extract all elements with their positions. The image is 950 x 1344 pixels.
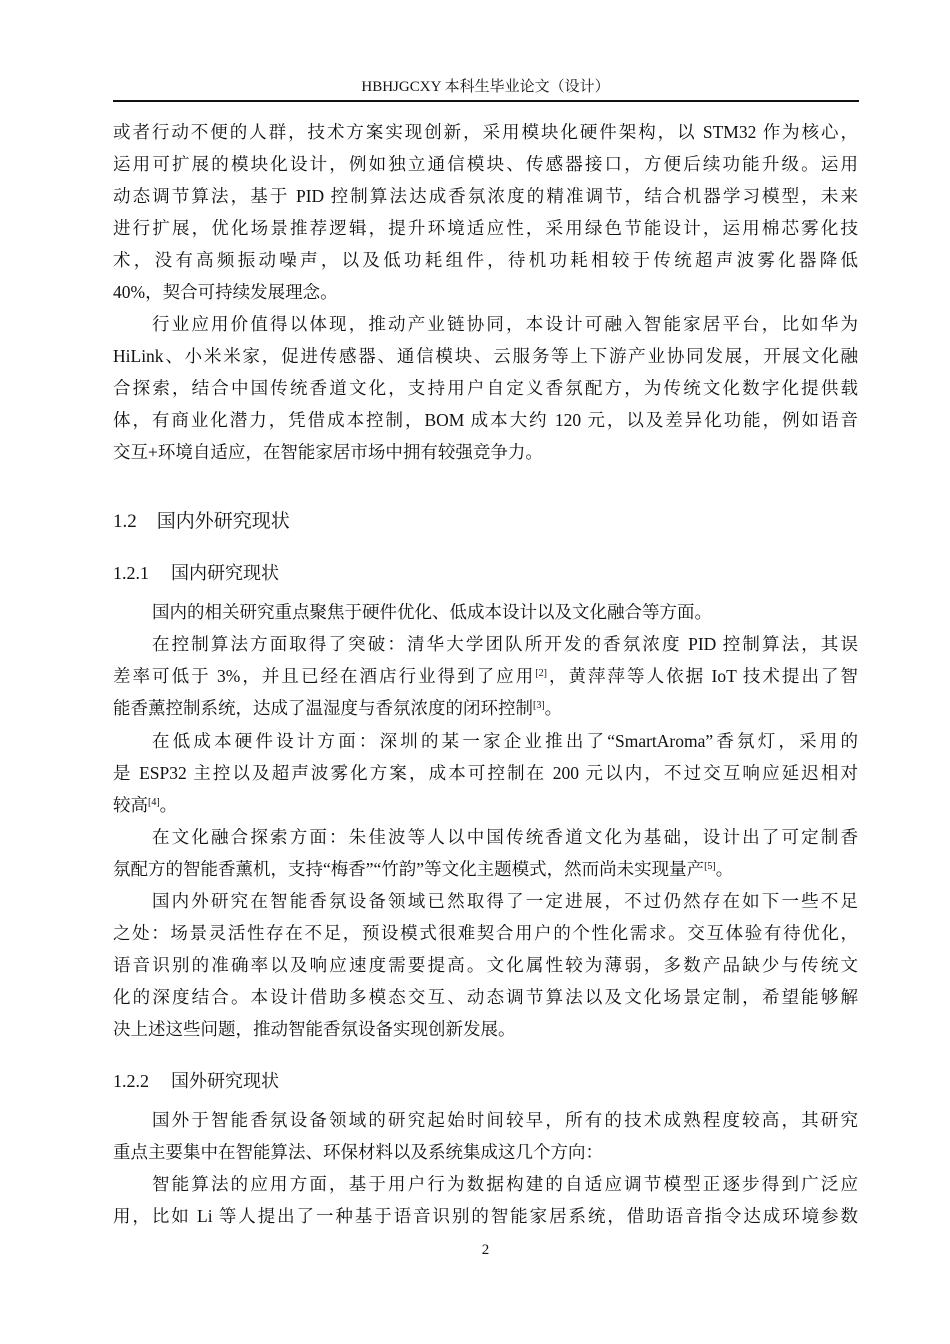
heading-text: 国内研究现状 xyxy=(171,563,279,583)
text-line xyxy=(113,183,858,209)
text-line xyxy=(113,1139,603,1165)
text-segment: 智能算法的应用方面，基于用户行为数据构建的自适应调节模型正逐步得到广泛应 xyxy=(152,1174,858,1194)
text-segment: 决上述这些问题，推动智能香氛设备实现创新发展。 xyxy=(113,1019,516,1039)
text-line xyxy=(113,1203,858,1229)
text-segment: ，黄萍萍等人依据 IoT 技术提出了智 xyxy=(546,666,858,686)
citation-superscript: [2] xyxy=(535,668,547,679)
text-line xyxy=(152,728,858,754)
text-segment: 。 xyxy=(715,859,734,879)
text-segment: 运用可扩展的模块化设计，例如独立通信模块、传感器接口，方便后续功能升级。运用 xyxy=(113,154,858,174)
running-header: HBHJGCXY 本科生毕业论文（设计） xyxy=(361,79,610,95)
text-line xyxy=(113,215,858,241)
text-line xyxy=(113,247,858,273)
page-number: 2 xyxy=(481,1242,490,1258)
text-segment: 在低成本硬件设计方面：深圳的某一家企业推出了“SmartAroma”香氛灯，采用的 xyxy=(152,731,858,751)
text-segment: 在文化融合探索方面：朱佳波等人以中国传统香道文化为基础，设计出了可定制香 xyxy=(152,827,858,847)
text-line xyxy=(113,119,858,145)
text-segment: 交互+环境自适应，在智能家居市场中拥有较强竞争力。 xyxy=(113,442,543,462)
section-heading xyxy=(113,509,290,535)
heading-text: 国内外研究现状 xyxy=(156,511,290,532)
text-segment: 国内的相关研究重点聚焦于硬件优化、低成本设计以及文化融合等方面。 xyxy=(152,602,712,622)
text-line xyxy=(113,760,858,786)
text-line xyxy=(113,407,858,433)
heading-number: 1.2.2 xyxy=(113,1071,149,1091)
text-segment: HiLink、小米米家，促进传感器、通信模块、云服务等上下游产业协同发展，开展文化融 xyxy=(113,346,858,366)
text-line xyxy=(113,792,177,818)
text-line xyxy=(113,695,562,721)
text-line xyxy=(113,952,858,978)
text-segment: 用，比如 Li 等人提出了一种基于语音识别的智能家居系统，借助语音指令达成环境参数 xyxy=(113,1206,858,1226)
text-segment: 能香薰控制系统，达成了温湿度与香氛浓度的闭环控制 xyxy=(113,698,533,718)
heading-text: 国外研究现状 xyxy=(171,1071,279,1091)
text-segment: 。 xyxy=(544,698,563,718)
text-line xyxy=(152,631,858,657)
text-segment: 体，有商业化潜力，凭借成本控制，BOM 成本大约 120 元，以及差异化功能，例如语音 xyxy=(113,410,858,430)
header-rule xyxy=(113,100,859,102)
text-line xyxy=(113,984,858,1010)
text-line xyxy=(113,856,733,882)
text-segment: 之处：场景灵活性存在不足，预设模式很难契合用户的个性化需求。交互体验有待优化， xyxy=(113,923,858,943)
subsection-heading xyxy=(113,560,279,586)
citation-superscript: [4] xyxy=(148,797,160,808)
text-line xyxy=(152,824,858,850)
text-line xyxy=(152,1107,858,1133)
heading-number: 1.2 xyxy=(113,511,137,532)
text-line xyxy=(113,1016,516,1042)
text-segment: 氛配方的智能香薰机，支持“梅香”“竹韵”等文化主题模式，然而尚未实现量产 xyxy=(113,859,705,879)
text-segment: 行业应用价值得以体现，推动产业链协同，本设计可融入智能家居平台，比如华为 xyxy=(152,314,858,334)
text-line xyxy=(113,663,858,689)
citation-superscript: [5] xyxy=(704,861,716,872)
text-segment: 语音识别的准确率以及响应速度需要提高。文化属性较为薄弱，多数产品缺少与传统文 xyxy=(113,955,858,975)
text-line xyxy=(113,151,858,177)
text-segment: 在控制算法方面取得了突破：清华大学团队所开发的香氛浓度 PID 控制算法，其误 xyxy=(152,634,858,654)
text-line xyxy=(113,375,858,401)
text-segment: 国内外研究在智能香氛设备领域已然取得了一定进展，不过仍然存在如下一些不足 xyxy=(152,891,858,911)
text-line xyxy=(152,1171,858,1197)
text-segment: 进行扩展，优化场景推荐逻辑，提升环境适应性，采用绿色节能设计，运用棉芯雾化技 xyxy=(113,218,858,238)
text-segment: 差率可低于 3%，并且已经在酒店行业得到了应用 xyxy=(113,666,536,686)
citation-superscript: [3] xyxy=(533,700,545,711)
text-segment: 40%，契合可持续发展理念。 xyxy=(113,282,338,302)
text-line xyxy=(152,599,712,625)
text-segment: 国外于智能香氛设备领域的研究起始时间较早，所有的技术成熟程度较高，其研究 xyxy=(152,1110,858,1130)
text-segment: 是 ESP32 主控以及超声波雾化方案，成本可控制在 200 元以内，不过交互响应延迟相对 xyxy=(113,763,858,783)
text-line xyxy=(152,311,858,337)
subsection-heading xyxy=(113,1068,279,1094)
text-segment: 或者行动不便的人群，技术方案实现创新，采用模块化硬件架构，以 STM32 作为核心， xyxy=(113,122,858,142)
text-line xyxy=(113,920,858,946)
text-segment: 重点主要集中在智能算法、环保材料以及系统集成这几个方向： xyxy=(113,1142,603,1162)
text-segment: 较高 xyxy=(113,795,148,815)
text-line xyxy=(113,343,858,369)
text-segment: 术，没有高频振动噪声，以及低功耗组件，待机功耗相较于传统超声波雾化器降低 xyxy=(113,250,858,270)
text-segment: 合探索，结合中国传统香道文化，支持用户自定义香氛配方，为传统文化数字化提供载 xyxy=(113,378,858,398)
text-segment: 动态调节算法，基于 PID 控制算法达成香氛浓度的精准调节，结合机器学习模型，未来 xyxy=(113,186,858,206)
text-segment: 化的深度结合。本设计借助多模态交互、动态调节算法以及文化场景定制，希望能够解 xyxy=(113,987,858,1007)
text-line xyxy=(113,279,338,305)
text-segment: 。 xyxy=(159,795,178,815)
heading-number: 1.2.1 xyxy=(113,563,149,583)
text-line xyxy=(113,439,543,465)
text-line xyxy=(152,888,858,914)
